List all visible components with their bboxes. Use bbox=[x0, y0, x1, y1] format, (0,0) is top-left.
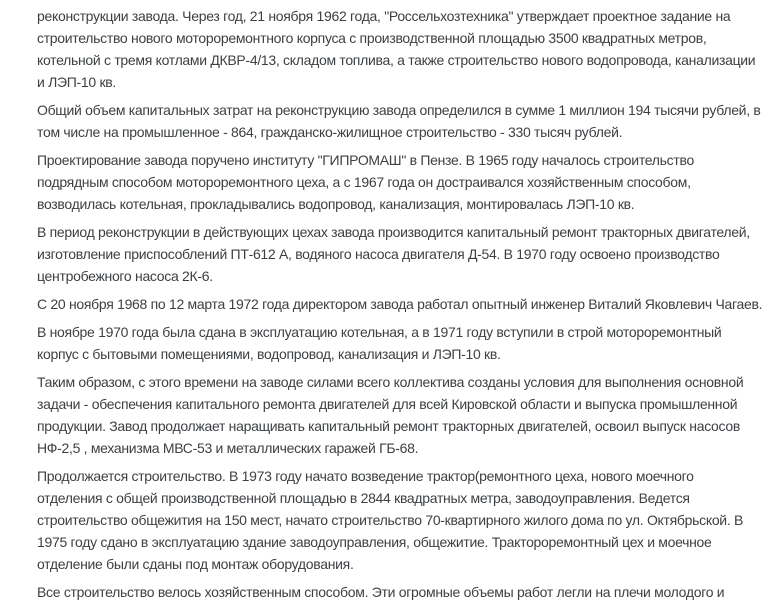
text-line: Таким образом, с этого времени на заводе силами всего коллектива созданы условия для выполнения основной bbox=[37, 374, 744, 390]
text-line: задачи - обеспечения капитального ремонта двигателей для всей Кировской области и выпуска промышленной bbox=[37, 396, 738, 412]
text-line: Общий объем капитальных затрат на реконструкцию завода определился в сумме 1 миллион 194 тысячи рублей, в bbox=[37, 102, 761, 118]
paragraph bbox=[37, 5, 773, 93]
text-line: Все строительство велось хозяйственным способом. Эти огромные объемы работ легли на плечи молодого и bbox=[37, 584, 725, 600]
text-line: строительство общежития на 150 мест, начато строительство 70-квартирного жилого дома по ул. Октябрьской. В bbox=[37, 512, 744, 528]
paragraph bbox=[37, 293, 773, 315]
paragraph bbox=[37, 371, 773, 459]
text-line: отделения с общей производственной площадью в 2844 квадратных метра, заводоуправления. Ведется bbox=[37, 490, 690, 506]
text-line: реконструкции завода. Через год, 21 ноября 1962 года, "Россельхозтехника" утверждает проектное задание на bbox=[37, 8, 731, 24]
text-line: строительство нового мотороремонтного корпуса с производственной площадью 3500 квадратных метров, bbox=[37, 30, 707, 46]
text-line: изготовление приспособлений ПТ-612 А, водяного насоса двигателя Д-54. В 1970 году освоено производство bbox=[37, 246, 720, 262]
paragraph bbox=[37, 221, 773, 287]
text-line: отделение были сданы под монтаж оборудования. bbox=[37, 556, 354, 572]
text-line: 1975 году сдано в эксплуатацию здание заводоуправления, общежитие. Трактороремонтный цех и моечное bbox=[37, 534, 712, 550]
paragraph bbox=[37, 321, 773, 365]
text-line: Проектирование завода поручено институту "ГИПРОМАШ" в Пензе. В 1965 году началось строительство bbox=[37, 152, 694, 168]
text-line: котельной с тремя котлами ДКВР-4/13, складом топлива, а также строительство нового водопровода, канализации bbox=[37, 52, 756, 68]
paragraph bbox=[37, 465, 773, 575]
text-line: возводилась котельная, прокладывались водопровод, канализация, монтировалась ЛЭП-10 кв. bbox=[37, 196, 635, 212]
text-line: С 20 ноября 1968 по 12 марта 1972 года директором завода работал опытный инженер Виталий Яковлевич Чагаев. bbox=[37, 296, 763, 312]
text-line: подрядным способом мотороремонтного цеха, а с 1967 года он достраивался хозяйственным способом, bbox=[37, 174, 691, 190]
text-line: корпус с бытовыми помещениями, водопровод, канализация и ЛЭП-10 кв. bbox=[37, 346, 501, 362]
text-line: и ЛЭП-10 кв. bbox=[37, 74, 116, 90]
text-line: том числе на промышленное - 864, гражданско-жилищное строительство - 330 тысяч рублей. bbox=[37, 124, 623, 140]
paragraph bbox=[37, 581, 773, 600]
paragraph bbox=[37, 99, 773, 143]
text-line: НФ-2,5 , механизма МВС-53 и металлических гаражей ГБ-68. bbox=[37, 440, 419, 456]
paragraph bbox=[37, 149, 773, 215]
text-line: Продолжается строительство. В 1973 году начато возведение трактор(ремонтного цеха, нового моечного bbox=[37, 468, 694, 484]
text-line: центробежного насоса 2К-6. bbox=[37, 268, 213, 284]
text-line: продукции. Завод продолжает наращивать капитальный ремонт тракторных двигателей, освоил выпуск насосов bbox=[37, 418, 741, 434]
text-line: В период реконструкции в действующих цехах завода производится капитальный ремонт тракторных двигателей, bbox=[37, 224, 750, 240]
text-line: В ноябре 1970 года была сдана в эксплуатацию котельная, а в 1971 году вступили в строй мотороремонтный bbox=[37, 324, 722, 340]
